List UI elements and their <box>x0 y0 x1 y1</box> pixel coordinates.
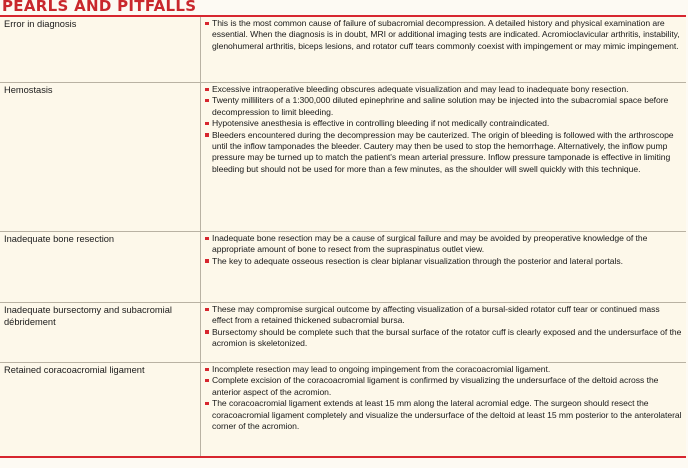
row-label: Inadequate bursectomy and subacromial débridement <box>0 303 201 362</box>
bullet-icon <box>205 237 209 241</box>
bullet-icon <box>205 379 209 383</box>
pearls-table <box>0 17 686 458</box>
bullet-icon <box>205 22 209 26</box>
row-label: Hemostasis <box>0 83 201 231</box>
table-row <box>0 232 686 303</box>
bullet-icon <box>205 330 209 334</box>
list-item <box>205 130 682 176</box>
bullet-icon <box>205 308 209 312</box>
row-label: Retained coracoacromial ligament <box>0 363 201 456</box>
bullet-text: This is the most common cause of failure of subacromial decompression. A detailed history and physical examination are essential. When the diagnosis is in doubt, MRI or additional imaging tests are indicated. Acromioclavicular arthritis, instability, glenohumeral arthritis, biceps lesions, and rotator cuff tears commonly coexist with impingement or may mimic impingement. <box>212 18 680 51</box>
page-title: PEARLS AND PITFALLS <box>2 0 197 15</box>
table-row <box>0 363 686 458</box>
list-item <box>205 398 682 432</box>
list-item <box>205 84 682 95</box>
list-item <box>205 118 682 129</box>
row-content <box>201 363 686 456</box>
table-row <box>0 83 686 232</box>
list-item <box>205 304 682 327</box>
row-content <box>201 303 686 362</box>
table-row <box>0 17 686 83</box>
bullet-text: Excessive intraoperative bleeding obscures adequate visualization and may lead to inadequate bony resection. <box>212 84 629 94</box>
list-item <box>205 95 682 118</box>
bullet-text: Hypotensive anesthesia is effective in controlling bleeding if not medically contraindicated. <box>212 118 550 129</box>
bullet-text: These may compromise surgical outcome by affecting visualization of a bursal-sided rotator cuff tear or continued mass effect from a retained thickened subacromial bursa. <box>212 304 660 326</box>
row-content <box>201 17 686 82</box>
list-item <box>205 233 682 256</box>
list-item <box>205 364 682 375</box>
list-item <box>205 256 682 267</box>
bullet-text: Twenty milliliters of a 1:300,000 diluted epinephrine and saline solution may be injected into the subacromial space before decompression to limit bleeding. <box>212 95 669 117</box>
row-content <box>201 232 686 302</box>
list-item <box>205 327 682 350</box>
bullet-text: Incomplete resection may lead to ongoing impingement from the coracoacromial ligament. <box>212 364 551 374</box>
bullet-text: The key to adequate osseous resection is clear biplanar visualization through the posterior and lateral portals. <box>212 255 623 266</box>
bullet-text: The coracoacromial ligament extends at least 15 mm along the lateral acromial edge. The surgeon should resect the coracoacromial ligament completely and visualize the undersurface of the deltoid at least 15 mm posterior to the anterolateral corner of the acromion. <box>212 398 682 432</box>
row-label: Inadequate bone resection <box>0 232 201 302</box>
bullet-text: Bursectomy should be complete such that the bursal surface of the rotator cuff is clearly exposed and the undersurface of the acromion is skeletonized. <box>212 326 682 349</box>
row-content <box>201 83 686 231</box>
bullet-icon <box>205 88 209 92</box>
bullet-icon <box>205 368 209 372</box>
bullet-icon <box>205 259 209 263</box>
bullet-text: Bleeders encountered during the decompression may be cauterized. The origin of bleeding is followed with the arthroscope until the inflow tamponades the bleeder. Cautery may then be used to stop the hemorrhage. Alternatively, the inflow pump pressure may be turned up to match the patient's mean arterial pressure. Inflow pressure tamponade is effective in limiting bleeding but should not be used for more than a few minutes, as the shoulder will swell quickly with this technique. <box>212 129 674 174</box>
list-item <box>205 375 682 398</box>
bullet-icon <box>205 99 209 103</box>
table-row <box>0 303 686 363</box>
bullet-icon <box>205 122 209 126</box>
bullet-icon <box>205 402 209 406</box>
bullet-text: Complete excision of the coracoacromial ligament is confirmed by visualizing the undersurface of the deltoid across the anterior aspect of the acromion. <box>212 375 659 397</box>
row-label: Error in diagnosis <box>0 17 201 82</box>
bullet-text: Inadequate bone resection may be a cause of surgical failure and may be avoided by preoperative knowledge of the appropriate amount of bone to resect from the supraspinatus outlet view. <box>212 233 648 255</box>
bullet-icon <box>205 133 209 137</box>
list-item <box>205 18 682 52</box>
